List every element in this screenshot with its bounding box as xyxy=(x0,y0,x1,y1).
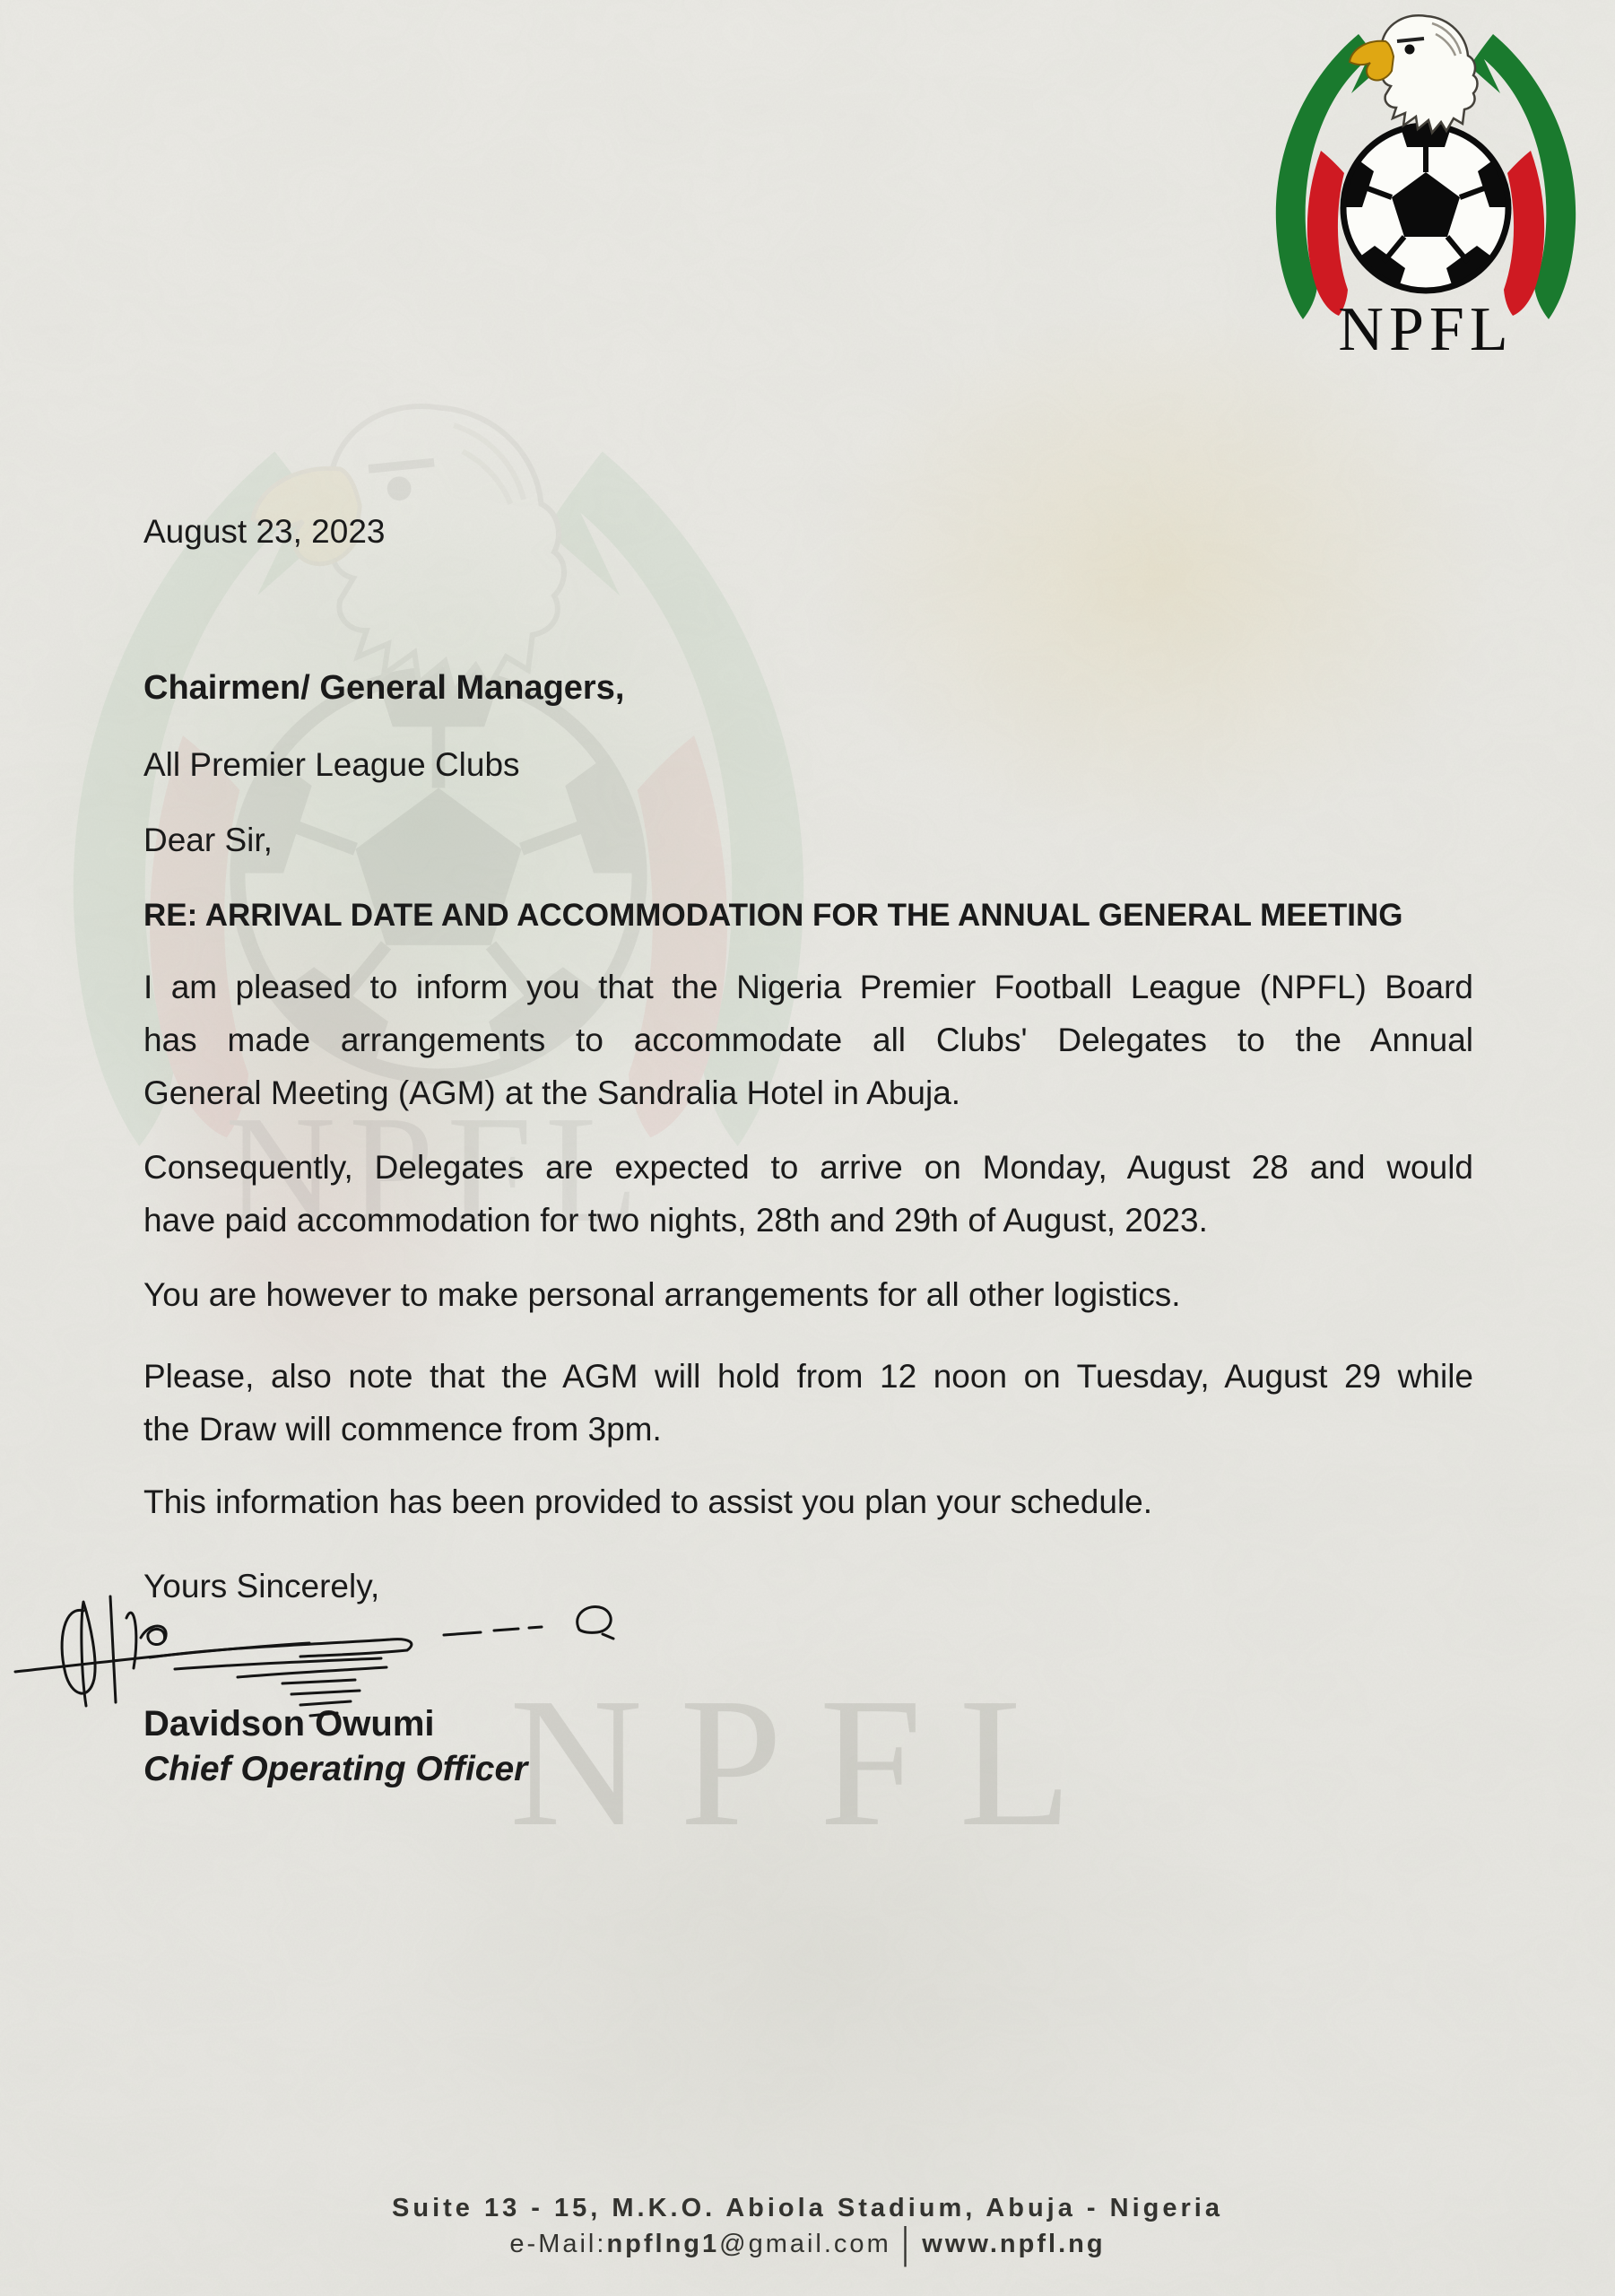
paragraph-line: General Meeting (AGM) at the Sandralia Hotel in Abuja. xyxy=(143,1074,961,1111)
paragraph-line: the Draw will commence from 3pm. xyxy=(143,1411,662,1448)
email-domain: @gmail.com xyxy=(719,2230,891,2258)
footer-contact xyxy=(0,2219,1615,2269)
paragraph xyxy=(143,961,1473,1119)
paragraph xyxy=(143,1475,1473,1528)
paragraph-line: have paid accommodation for two nights, 28th and 29th of August, 2023. xyxy=(143,1202,1208,1239)
footer xyxy=(0,2190,1615,2269)
paragraph-line: Consequently, Delegates are expected to arrive on Monday, August 28 and would xyxy=(143,1149,1473,1186)
email-user: npflng1 xyxy=(606,2230,720,2258)
email-label: e-Mail: xyxy=(509,2230,607,2258)
signature-image xyxy=(13,1589,641,1724)
recipient-line-2: All Premier League Clubs xyxy=(143,746,520,783)
recipient-line-1: Chairmen/ General Managers, xyxy=(143,669,625,707)
letter-body xyxy=(143,505,1473,1613)
background-text-watermark: NPFL xyxy=(509,1659,1109,1865)
footer-separator: | xyxy=(901,2219,912,2269)
signatory-name: Davidson Owumi xyxy=(143,1704,435,1744)
paragraph xyxy=(143,1141,1473,1247)
paragraph-line: You are however to make personal arrangements for all other logistics. xyxy=(143,1276,1181,1313)
letter-date: August 23, 2023 xyxy=(143,513,386,550)
paragraph-line: This information has been provided to assist you plan your schedule. xyxy=(143,1483,1153,1520)
subject-line: RE: ARRIVAL DATE AND ACCOMMODATION FOR THE ANNUAL GENERAL MEETING xyxy=(143,898,1403,933)
paragraph xyxy=(143,1268,1473,1321)
signatory-title: Chief Operating Officer xyxy=(143,1750,528,1788)
closing: Yours Sincerely, xyxy=(143,1568,380,1605)
paragraph xyxy=(143,1350,1473,1456)
paragraph-line: I am pleased to inform you that the Nigeria Premier Football League (NPFL) Board xyxy=(143,969,1473,1005)
website-url: www.npfl.ng xyxy=(922,2230,1106,2258)
npfl-logo xyxy=(1251,7,1601,366)
footer-address: Suite 13 - 15, M.K.O. Abiola Stadium, Abuja - Nigeria xyxy=(392,2194,1223,2222)
paragraph-line: has made arrangements to accommodate all Clubs' Delegates to the Annual xyxy=(143,1022,1473,1058)
salutation: Dear Sir, xyxy=(143,822,273,858)
paragraph-line: Please, also note that the AGM will hold from 12 noon on Tuesday, August 29 while xyxy=(143,1358,1473,1395)
